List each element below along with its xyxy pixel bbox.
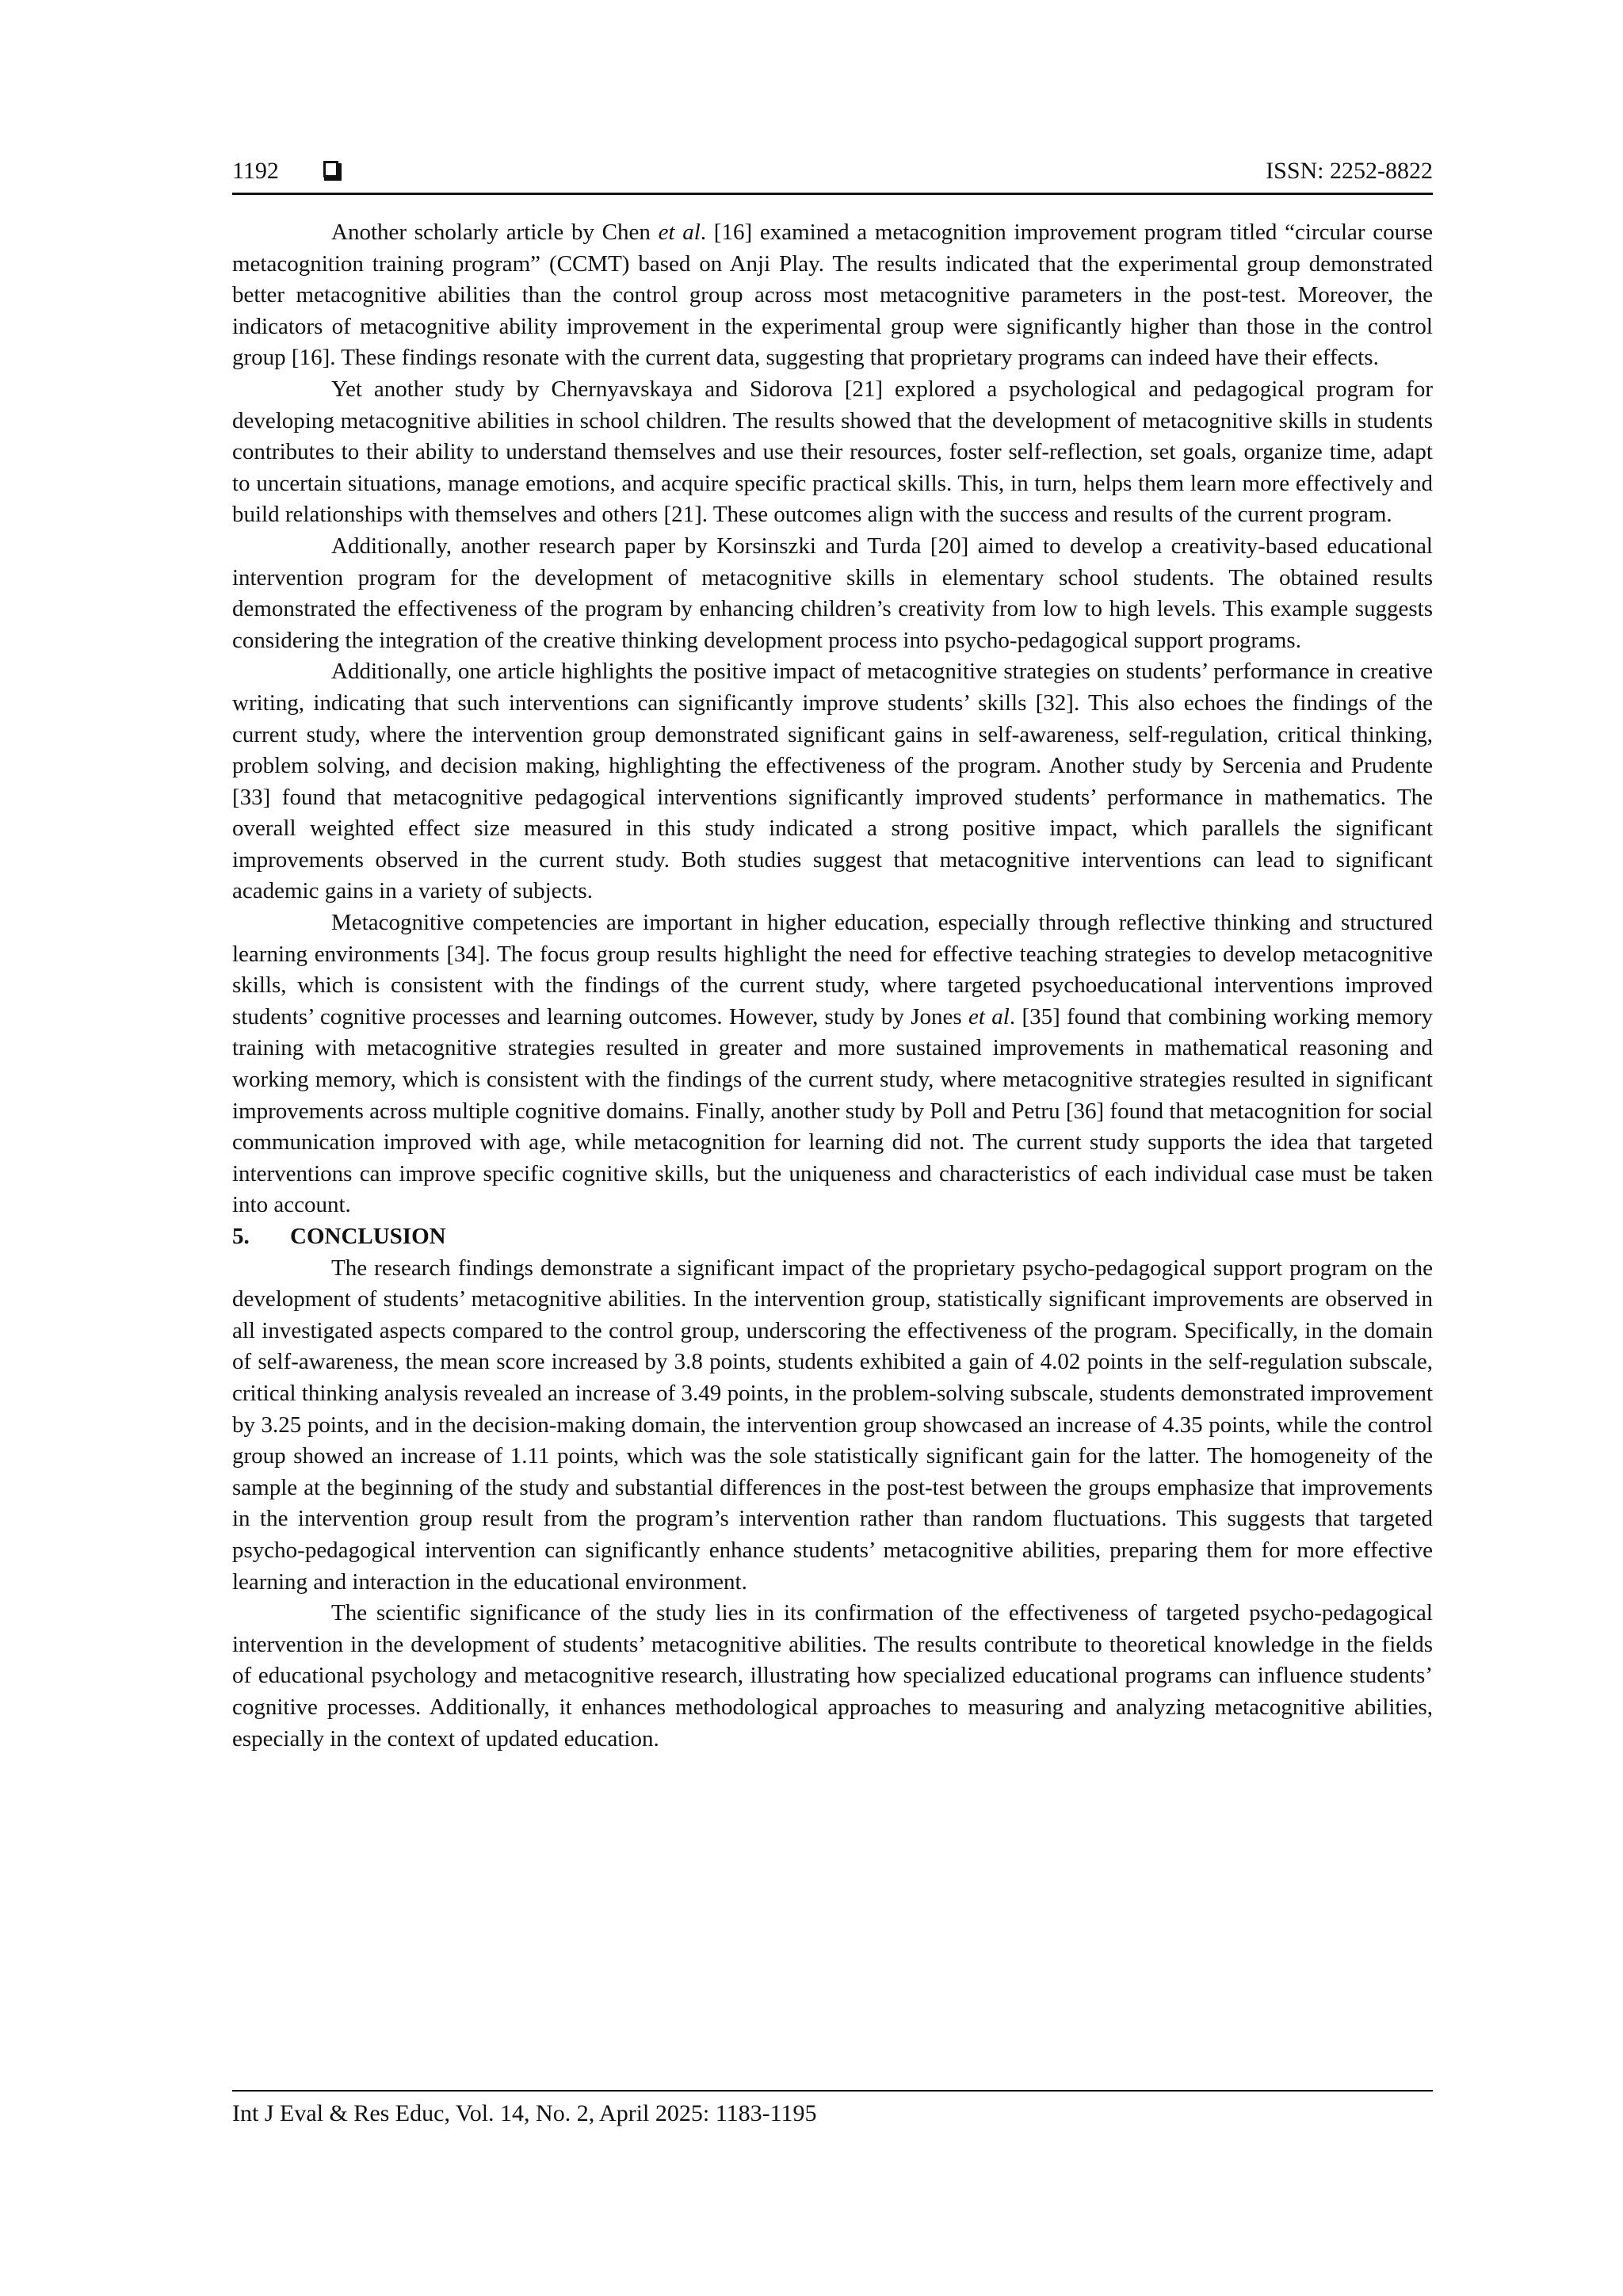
header-rule [232, 193, 1433, 195]
footer-rule [232, 2090, 1433, 2092]
paragraph-korsinszki: Additionally, another research paper by Korsinszki and Turda [20] aimed to develop a creativity-based educational intervention program for the development of metacognitive skills in elementary school students. The obtained results demonstrated the effectiveness of the program by enhancing children’s creativity from low to high levels. This example suggests considering the integration of the creative thinking development process into psycho-pedagogical support programs. [232, 533, 1433, 653]
page-number: 1192 [232, 158, 279, 184]
journal-citation: Int J Eval & Res Educ, Vol. 14, No. 2, April 2025: 1183-1195 [232, 2100, 817, 2126]
paragraph-competencies: Metacognitive competencies are important in higher education, especially through reflective thinking and structured learning environments [34]. The focus group results highlight the need for effective teaching strategies to develop metacognitive skills, which is consistent with the findings of the current study, where targeted psychoeducational interventions improved students’ cognitive processes and learning outcomes. However, study by Jones et al. [35] found that combining working memory training with metacognitive strategies resulted in greater and more sustained improvements in mathematical reasoning and working memory, which is consistent with the findings of the current study, where metacognitive strategies resulted in significant improvements across multiple cognitive domains. Finally, another study by Poll and Petru [36] found that metacognition for social communication improved with age, while metacognition for learning did not. The current study supports the idea that targeted interventions can improve specific cognitive skills, but the uniqueness and characteristics of each individual case must be taken into account. [232, 910, 1433, 1218]
page-box-icon [323, 161, 338, 178]
issn-label: ISSN: 2252-8822 [1266, 158, 1433, 184]
section-heading-conclusion: 5. CONCLUSION [232, 1224, 446, 1249]
article-body [232, 217, 1433, 1755]
paragraph-chen: Another scholarly article by Chen et al. [16] examined a metacognition improvement program titled “circular course metacognition training program” (CCMT) based on Anji Play. The results indicated that the experimental group demonstrated better metacognitive abilities than the control group across most metacognitive parameters in the post-test. Moreover, the indicators of metacognitive ability improvement in the experimental group were significantly higher than those in the control group [16]. These findings resonate with the current data, suggesting that proprietary programs can indeed have their effects. [232, 220, 1433, 371]
paragraph-conclusion-significance: The scientific significance of the study lies in its confirmation of the effectiveness of targeted psycho-pedagogical intervention in the development of students’ metacognitive abilities. The results contribute to theoretical knowledge in the fields of educational psychology and metacognitive research, illustrating how specialized educational programs can influence students’ cognitive processes. Additionally, it enhances methodological approaches to measuring and analyzing metacognitive abilities, especially in the context of updated education. [232, 1600, 1433, 1752]
page-header [232, 154, 1433, 189]
journal-page [232, 0, 1433, 2296]
paragraph-conclusion-findings: The research findings demonstrate a significant impact of the proprietary psycho-pedagogical support program on the development of students’ metacognitive abilities. In the intervention group, statistically significant improvements are observed in all investigated aspects compared to the control group, underscoring the effectiveness of the program. Specifically, in the domain of self-awareness, the mean score increased by 3.8 points, students exhibited a gain of 4.02 points in the self-regulation subscale, critical thinking analysis revealed an increase of 3.49 points, in the problem-solving subscale, students demonstrated improvement by 3.25 points, and in the decision-making domain, the intervention group showcased an increase of 4.35 points, while the control group showed an increase of 1.11 points, which was the sole statistically significant gain for the latter. The homogeneity of the sample at the beginning of the study and substantial differences in the post-test between the groups emphasize that improvements in the intervention group result from the program’s intervention rather than random fluctuations. This suggests that targeted psycho-pedagogical intervention can significantly enhance students’ metacognitive abilities, preparing them for more effective learning and interaction in the educational environment. [232, 1255, 1433, 1595]
paragraph-creative-writing: Additionally, one article highlights the positive impact of metacognitive strategies on students’ performance in creative writing, indicating that such interventions can significantly improve students’ skills [32]. This also echoes the findings of the current study, where the intervention group demonstrated significant gains in self-awareness, self-regulation, critical thinking, problem solving, and decision making, highlighting the effectiveness of the program. Another study by Sercenia and Prudente [33] found that metacognitive pedagogical interventions significantly improved students’ performance in mathematics. The overall weighted effect size measured in this study indicated a strong positive impact, which parallels the significant improvements observed in the current study. Both studies suggest that metacognitive interventions can lead to significant academic gains in a variety of subjects. [232, 659, 1433, 904]
paragraph-chernyavskaya: Yet another study by Chernyavskaya and Sidorova [21] explored a psychological and pedagogical program for developing metacognitive abilities in school children. The results showed that the development of metacognitive skills in students contributes to their ability to understand themselves and use their resources, foster self-reflection, set goals, organize time, adapt to uncertain situations, manage emotions, and acquire specific practical skills. This, in turn, helps them learn more effectively and build relationships with themselves and others [21]. These outcomes align with the success and results of the current program. [232, 376, 1433, 528]
